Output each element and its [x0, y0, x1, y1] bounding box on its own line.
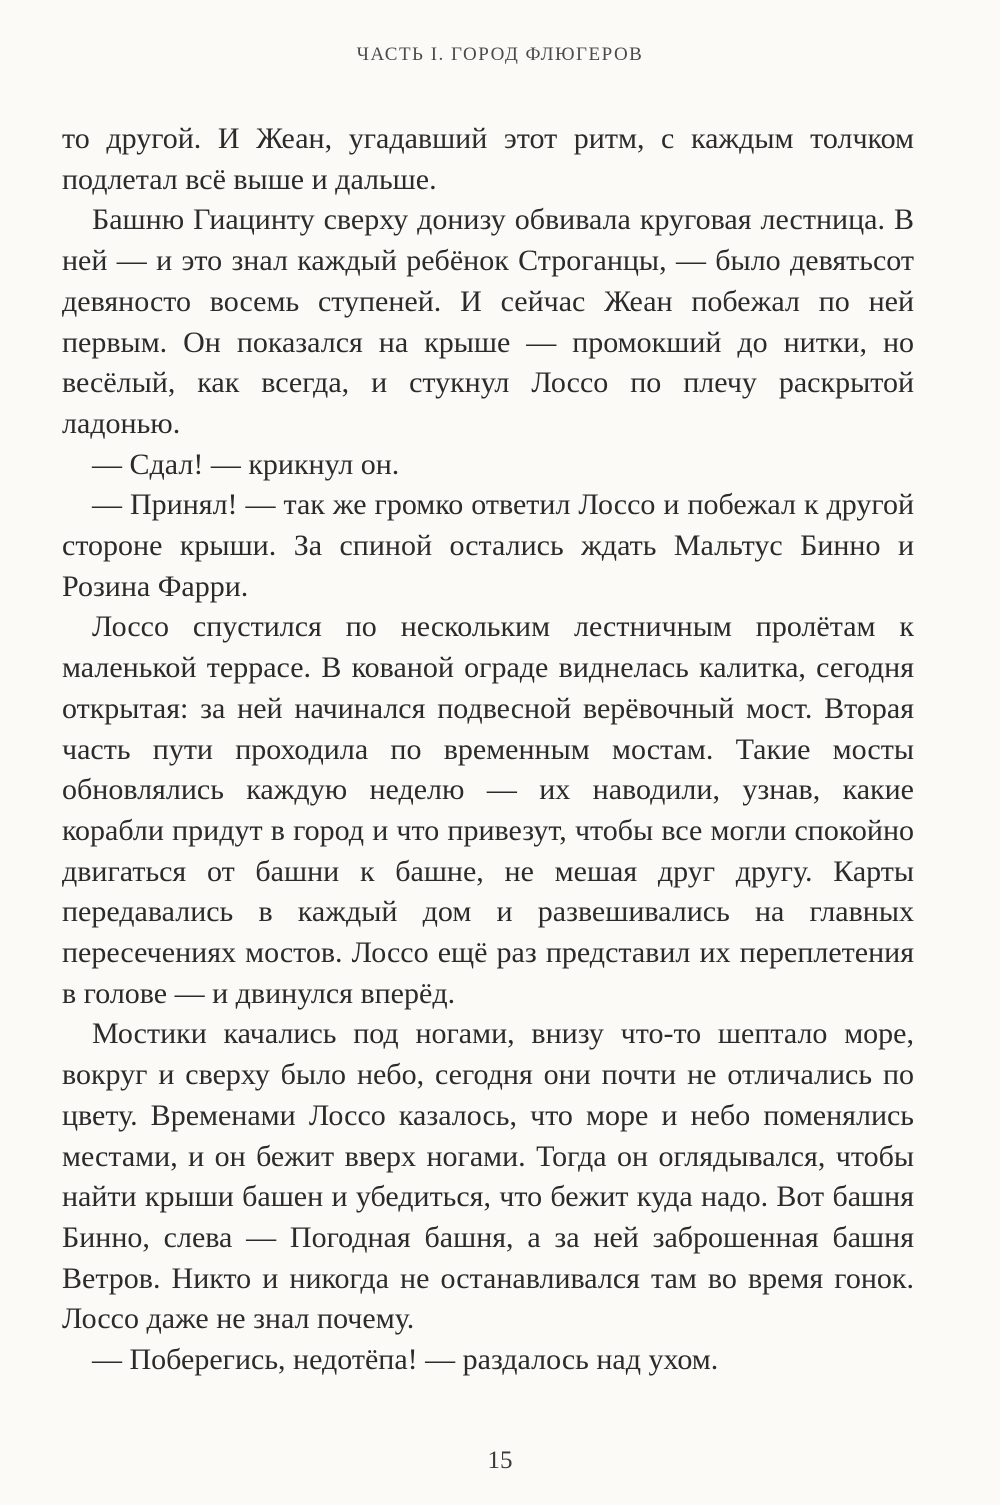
body-text	[62, 119, 914, 1381]
paragraph: — Поберегись, недотёпа! — раздалось над ухом.	[92, 1343, 719, 1377]
paragraph: Башню Гиацинту сверху донизу обвивала круговая лестница. В ней — и это знал каждый ребёнок Строганцы, — было девятьсот девяносто восемь ступеней. И сейчас Жеан побежал по ней первым. Он показался на крыше — промокший до нитки, но весёлый, как всегда, и стукнул Лоссо по плечу раскрытой ладонью.	[62, 203, 914, 440]
paragraph: — Сдал! — крикнул он.	[92, 447, 400, 481]
paragraph: — Принял! — так же громко ответил Лоссо и побежал к другой стороне крыши. За спиной остались ждать Мальтус Бинно и Розина Фарри.	[62, 488, 914, 603]
paragraph: Лоссо спустился по нескольким лестничным пролётам к маленькой террасе. В кованой ограде виднелась калитка, сегодня открытая: за ней начинался подвесной верёвочный мост. Вторая часть пути проходила по временным мостам. Такие мосты обновлялись каждую неделю — их наводили, узнав, какие корабли придут в город и что привезут, чтобы все могли спокойно двигаться от башни к башне, не мешая друг другу. Карты передавались в каждый дом и развешивались на главных пересечениях мостов. Лоссо ещё раз представил их переплетения в голове — и двинулся вперёд.	[62, 610, 914, 1010]
page-number: 15	[487, 1447, 513, 1474]
paragraph: то другой. И Жеан, угадавший этот ритм, с каждым толчком подлетал всё выше и дальше.	[62, 122, 914, 196]
running-head: ЧАСТЬ I. ГОРОД ФЛЮГЕРОВ	[356, 44, 644, 65]
paragraph: Мостики качались под ногами, внизу что-то шептало море, вокруг и сверху было небо, сегодня они почти не отличались по цвету. Временами Лоссо казалось, что море и небо поменялись местами, и он бежит вверх ногами. Тогда он оглядывался, чтобы найти крыши башен и убедиться, что бежит куда надо. Вот башня Бинно, слева — Погодная башня, а за ней заброшенная башня Ветров. Никто и никогда не останавливался там во время гонок. Лоссо даже не знал почему.	[62, 1017, 914, 1336]
